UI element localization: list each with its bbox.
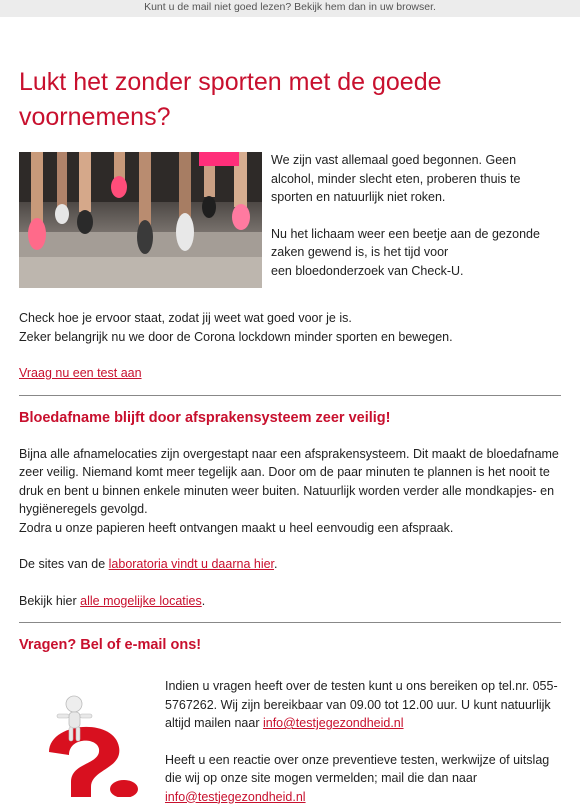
laboratories-link[interactable]: laboratoria vindt u daarna hier (109, 557, 274, 571)
intro-section (19, 152, 561, 288)
section-safe-paragraph-2: Zodra u onze papieren heeft ontvangen maakt u heel eenvoudig een afspraak. (19, 519, 561, 538)
view-in-browser-bar[interactable] (0, 0, 580, 17)
email-link-1[interactable]: info@testjegezondheid.nl (263, 716, 404, 730)
view-in-browser-text[interactable]: Kunt u de mail niet goed lezen? Bekijk hem dan in uw browser. (144, 1, 436, 13)
intro-paragraph-2b: een bloedonderzoek van Check-U. (271, 262, 561, 281)
email-body (0, 17, 580, 806)
section-safe-paragraph: Bijna alle afnamelocaties zijn overgestapt naar een afsprakensysteem. Dit maakt de bloedafname zeer veilig. Niemand komt meer tegelijk aan. Door om de paar minuten te plannen is het nooit te druk en bent u binnen enkele minuten weer buiten. Natuurlijk worden verder alle mondkapjes- en hygiëneregels gevolgd. (19, 445, 561, 519)
locations-line: Bekijk hier alle mogelijke locaties. (19, 592, 561, 611)
intro-paragraph-1: We zijn vast allemaal goed begonnen. Geen alcohol, minder slecht eten, proberen thuis te sporten en natuurlijk niet roken. (271, 151, 561, 207)
intro-text (271, 151, 561, 288)
runners-photo (19, 152, 262, 288)
sites-line: De sites van de laboratoria vindt u daarna hier. (19, 555, 561, 574)
runners-illustration (19, 152, 262, 288)
email-link-2[interactable]: info@testjegezondheid.nl (165, 790, 306, 804)
question-mark-icon (19, 677, 165, 797)
request-test-link[interactable]: Vraag nu een test aan (19, 366, 142, 380)
section-contact-title: Vragen? Bel of e-mail ons! (19, 635, 561, 655)
body-line-2: Zeker belangrijk nu we door de Corona lockdown minder sporten en bewegen. (19, 328, 561, 347)
intro-paragraph-2a: Nu het lichaam weer een beetje aan de gezonde zaken gewend is, is het tijd voor (271, 225, 561, 262)
headline: Lukt het zonder sporten met de goede voornemens? (19, 17, 539, 135)
contact-section (19, 677, 561, 806)
question-mark-figure (19, 677, 165, 787)
contact-text (165, 677, 561, 806)
contact-paragraph-1: Indien u vragen heeft over de testen kunt u ons bereiken op tel.nr. 055-5767262. Wij zijn bereikbaar van 09.00 tot 12.00 uur. U kunt natuurlijk altijd mailen naar info@testjegezondheid.nl (165, 677, 561, 733)
body-line-1: Check hoe je ervoor staat, zodat jij weet wat goed voor je is. (19, 309, 561, 328)
contact-paragraph-2: Heeft u een reactie over onze preventieve testen, werkwijze of uitslag die wij op onze site mogen vermelden; mail die dan naar info@testjegezondheid.nl (165, 751, 561, 806)
locations-link[interactable]: alle mogelijke locaties (80, 594, 202, 608)
section-safe-title: Bloedafname blijft door afsprakensysteem zeer veilig! (19, 408, 561, 428)
